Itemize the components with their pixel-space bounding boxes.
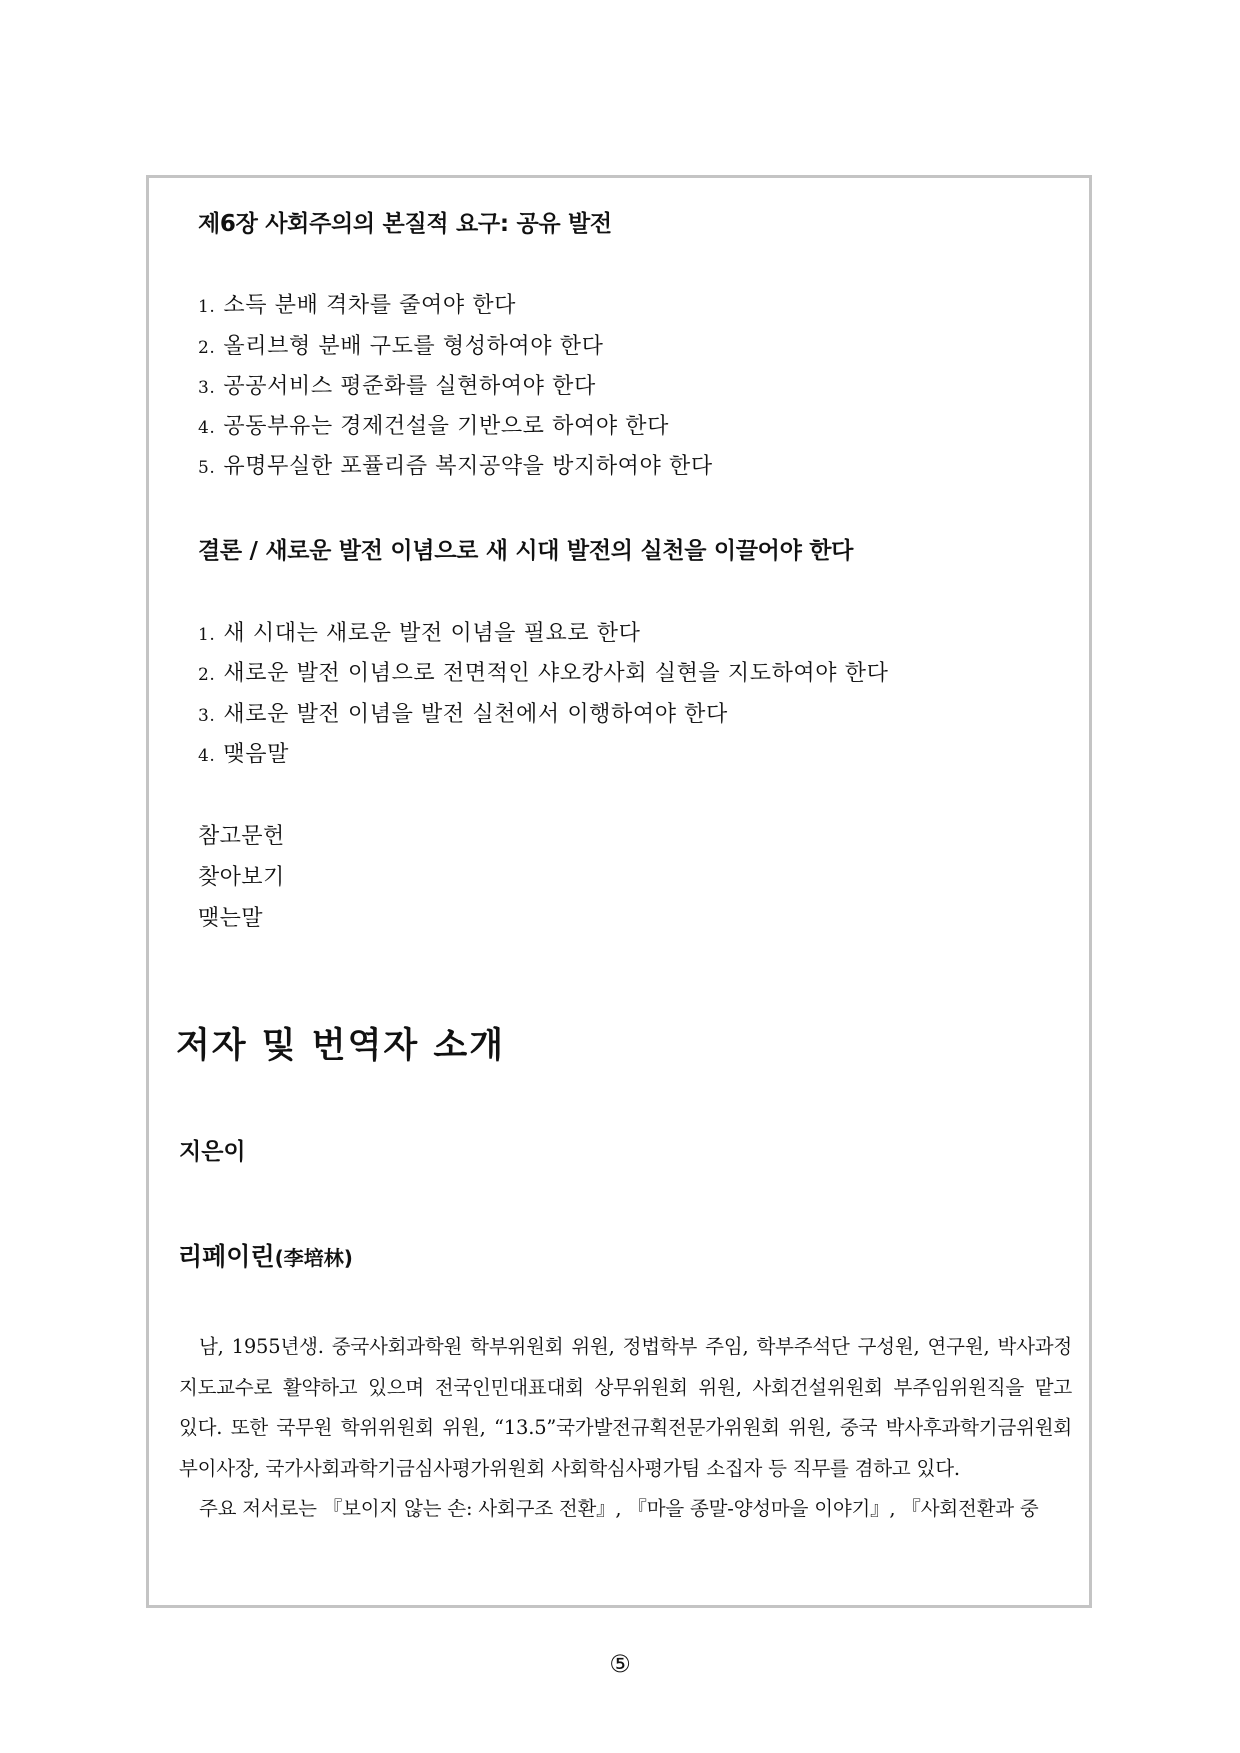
- author-role-label: 지은이: [179, 1139, 246, 1165]
- back-matter-references: 참고문헌: [198, 824, 285, 849]
- toc-item-number: 3.: [198, 706, 216, 726]
- author-name-hanja: (李培林): [274, 1246, 353, 1270]
- bio-paragraph: 남, 1955년생. 중국사회과학원 학부위원회 위원, 정법학부 주임, 학부주석단 구성원, 연구원, 박사과정 지도교수로 활약하고 있으며 전국인민대표대회 상무위원회 위원, 사회건설위원회 부주임위원직을 맡고 있다. 또한 국무원 학위위원회 위원, “13.5”국가발전규획전문가위원회 위원, 중국 박사후과학기금위원회 부이사장, 국가사회과학기금심사평가위원회 사회학심사평가팀 소집자 등 직무를 겸하고 있다.: [179, 1335, 1072, 1480]
- toc-item-text: 공공서비스 평준화를 실현하여야 한다: [223, 374, 596, 399]
- toc-item-number: 2.: [198, 338, 216, 358]
- toc-item-number: 1.: [198, 297, 216, 317]
- toc-item-number: 4.: [198, 418, 216, 438]
- toc-item: [198, 288, 516, 319]
- page-number: ⑤: [609, 1650, 631, 1678]
- toc-item-text: 올리브형 분배 구도를 형성하여야 한다: [223, 334, 604, 359]
- toc-item-number: 5.: [198, 458, 216, 478]
- toc-item: [198, 449, 713, 480]
- toc-item: [198, 697, 728, 728]
- toc-item-text: 소득 분배 격차를 줄여야 한다: [223, 293, 517, 318]
- back-matter-afterword: 맺는말: [198, 906, 263, 931]
- toc-item: [198, 656, 888, 687]
- authors-section-title: 저자 및 번역자 소개: [176, 1026, 506, 1066]
- conclusion-heading: 결론 / 새로운 발전 이념으로 새 시대 발전의 실천을 이끌어야 한다: [198, 538, 854, 564]
- toc-item-number: 2.: [198, 665, 216, 685]
- author-name: [178, 1237, 353, 1273]
- back-matter-index: 찾아보기: [198, 865, 285, 890]
- author-name-korean: 리페이린: [178, 1242, 275, 1271]
- bio-paragraph: 주요 저서로는 『보이지 않는 손: 사회구조 전환』, 『마을 종말-양성마을 이야기』, 『사회전환과 중: [199, 1497, 1039, 1520]
- author-bio: [179, 1327, 1072, 1530]
- toc-item-number: 1.: [198, 625, 216, 645]
- toc-item-text: 공동부유는 경제건설을 기반으로 하여야 한다: [223, 414, 669, 439]
- chapter6-heading: 제6장 사회주의의 본질적 요구: 공유 발전: [198, 211, 612, 237]
- toc-item-number: 3.: [198, 378, 216, 398]
- toc-item: [198, 737, 289, 768]
- toc-item-text: 새 시대는 새로운 발전 이념을 필요로 한다: [223, 621, 641, 646]
- toc-item: [198, 409, 669, 440]
- toc-item-number: 4.: [198, 746, 216, 766]
- toc-item-text: 유명무실한 포퓰리즘 복지공약을 방지하여야 한다: [223, 454, 713, 479]
- toc-item-text: 새로운 발전 이념으로 전면적인 샤오캉사회 실현을 지도하여야 한다: [223, 661, 889, 686]
- toc-item-text: 새로운 발전 이념을 발전 실천에서 이행하여야 한다: [223, 702, 728, 727]
- toc-item: [198, 329, 603, 360]
- toc-item: [198, 616, 640, 647]
- toc-item: [198, 369, 596, 400]
- toc-item-text: 맺음말: [223, 742, 289, 767]
